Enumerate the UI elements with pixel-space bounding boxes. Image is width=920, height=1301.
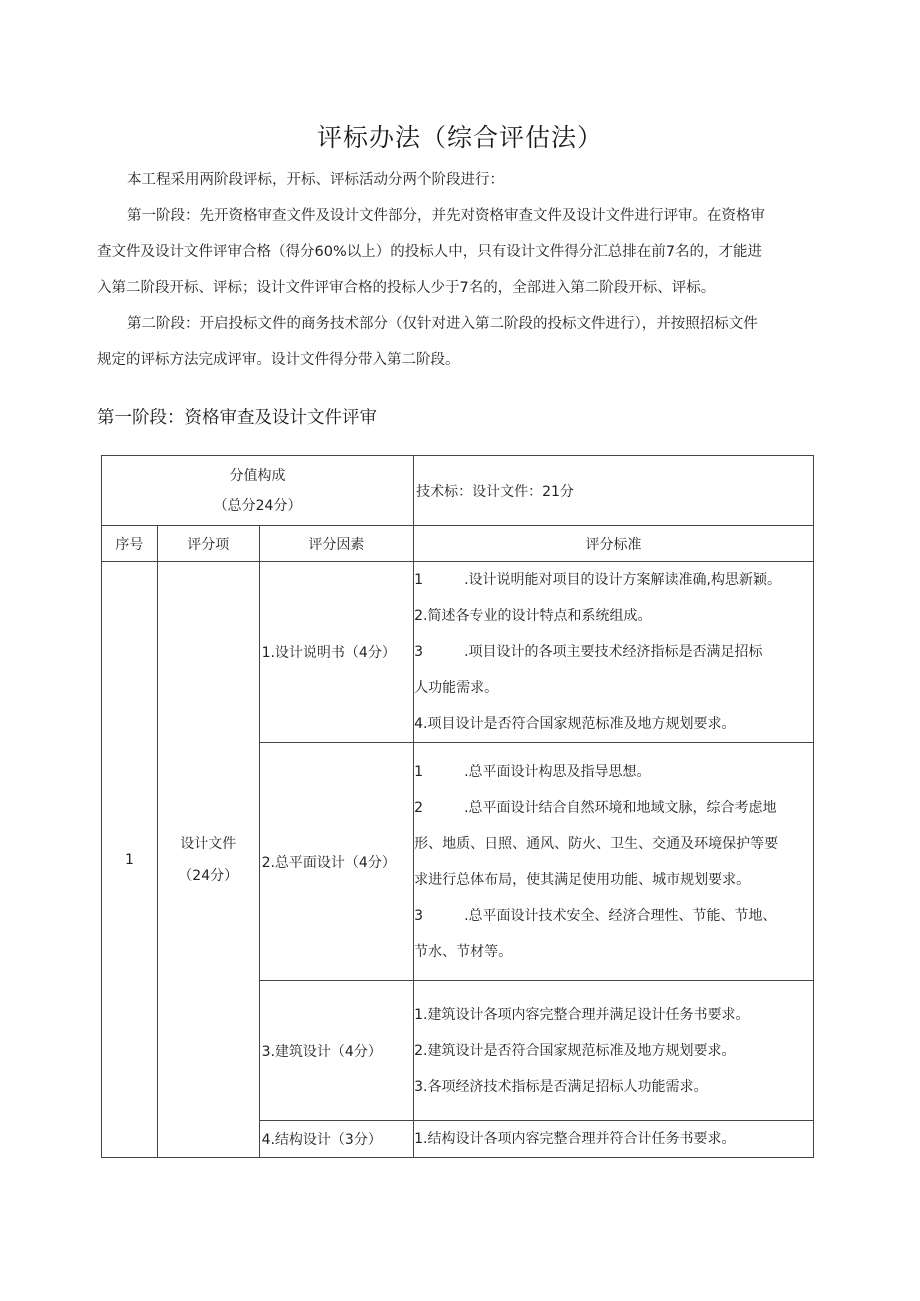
stage-one-line-3: 入第二阶段开标、评标；设计文件评审合格的投标人少于7名的，全部进入第二阶段开标、评标。 (97, 280, 716, 296)
criteria-structural-design (414, 1121, 814, 1158)
criteria-text: .设计说明能对项目的设计方案解读准确,构思新颖。 (464, 572, 782, 588)
criteria-number: 1 (414, 763, 424, 780)
criteria-text: 形、地质、日照、通风、防火、卫生、交通及环境保护等要 (414, 835, 779, 852)
factor-site-plan: 2.总平面设计（4分） (259, 743, 414, 981)
intro-text: 本工程采用两阶段评标，开标、评标活动分两个阶段进行： (127, 172, 504, 188)
criteria-text: .项目设计的各项主要技术经济指标是否满足招标 (464, 644, 763, 660)
criteria-text: 3.各项经济技术指标是否满足招标人功能需求。 (414, 1078, 708, 1095)
row-number: 1 (102, 562, 158, 1158)
criteria-text: 4.项目设计是否符合国家规范标准及地方规划要求。 (414, 716, 736, 732)
stage-one-paragraph (97, 198, 815, 306)
header-no: 序号 (102, 526, 158, 562)
criteria-design-description (414, 562, 814, 743)
criteria-text: 人功能需求。 (414, 680, 499, 696)
criteria-number: 3 (414, 907, 424, 924)
score-item-cell (157, 562, 259, 1158)
stage-two-line-1: 第二阶段：开启投标文件的商务技术部分（仅针对进入第二阶段的投标文件进行），并按照招标文件 (127, 316, 758, 332)
criteria-text: .总平面设计构思及指导思想。 (464, 763, 651, 780)
criteria-site-plan (414, 743, 814, 981)
stage-one-line-2: 查文件及设计文件评审合格（得分60%以上）的投标人中，只有设计文件得分汇总排在前7名的，才能进 (97, 244, 762, 260)
criteria-text: 2.建筑设计是否符合国家规范标准及地方规划要求。 (414, 1042, 736, 1059)
tech-bid-cell: 技术标：设计文件：21分 (414, 456, 814, 526)
criteria-text: 1.结构设计各项内容完整合理并符合计任务书要求。 (414, 1131, 736, 1147)
score-item-points: （24分） (178, 867, 239, 884)
score-item-label: 设计文件 (180, 835, 237, 852)
criteria-number: 3 (414, 644, 424, 660)
intro-paragraph (97, 162, 815, 198)
criteria-text: 节水、节材等。 (414, 943, 513, 960)
section-heading: 第一阶段：资格审查及设计文件评审 (97, 408, 377, 428)
score-composition-label: 分值构成 (229, 467, 286, 484)
criteria-text: .总平面设计技术安全、经济合理性、节能、节地、 (464, 907, 777, 924)
total-score-label: （总分24分） (213, 497, 302, 514)
header-standard: 评分标准 (414, 526, 814, 562)
score-composition-cell (102, 456, 414, 526)
factor-architectural-design: 3.建筑设计（4分） (259, 981, 414, 1121)
criteria-architectural-design (414, 981, 814, 1121)
stage-two-paragraph (97, 306, 815, 378)
factor-structural-design: 4.结构设计（3分） (259, 1121, 414, 1158)
stage-one-line-1: 第一阶段：先开资格审查文件及设计文件部分，并先对资格审查文件及设计文件进行评审。在资格审 (127, 208, 765, 224)
criteria-text: 1.建筑设计各项内容完整合理并满足设计任务书要求。 (414, 1006, 750, 1023)
criteria-text: .总平面设计结合自然环境和地域文脉，综合考虑地 (464, 799, 777, 816)
stage-two-line-2: 规定的评标方法完成评审。设计文件得分带入第二阶段。 (97, 352, 460, 368)
criteria-text: 求进行总体布局，使其满足使用功能、城市规划要求。 (414, 871, 751, 888)
criteria-number: 2 (414, 799, 424, 816)
document-title: 评标办法（综合评估法） (316, 123, 603, 152)
scoring-table (101, 455, 814, 1158)
criteria-text: 2.简述各专业的设计特点和系统组成。 (414, 608, 652, 624)
header-factor: 评分因素 (259, 526, 414, 562)
factor-design-description: 1.设计说明书（4分） (259, 562, 414, 743)
header-item: 评分项 (157, 526, 259, 562)
criteria-number: 1 (414, 572, 424, 588)
